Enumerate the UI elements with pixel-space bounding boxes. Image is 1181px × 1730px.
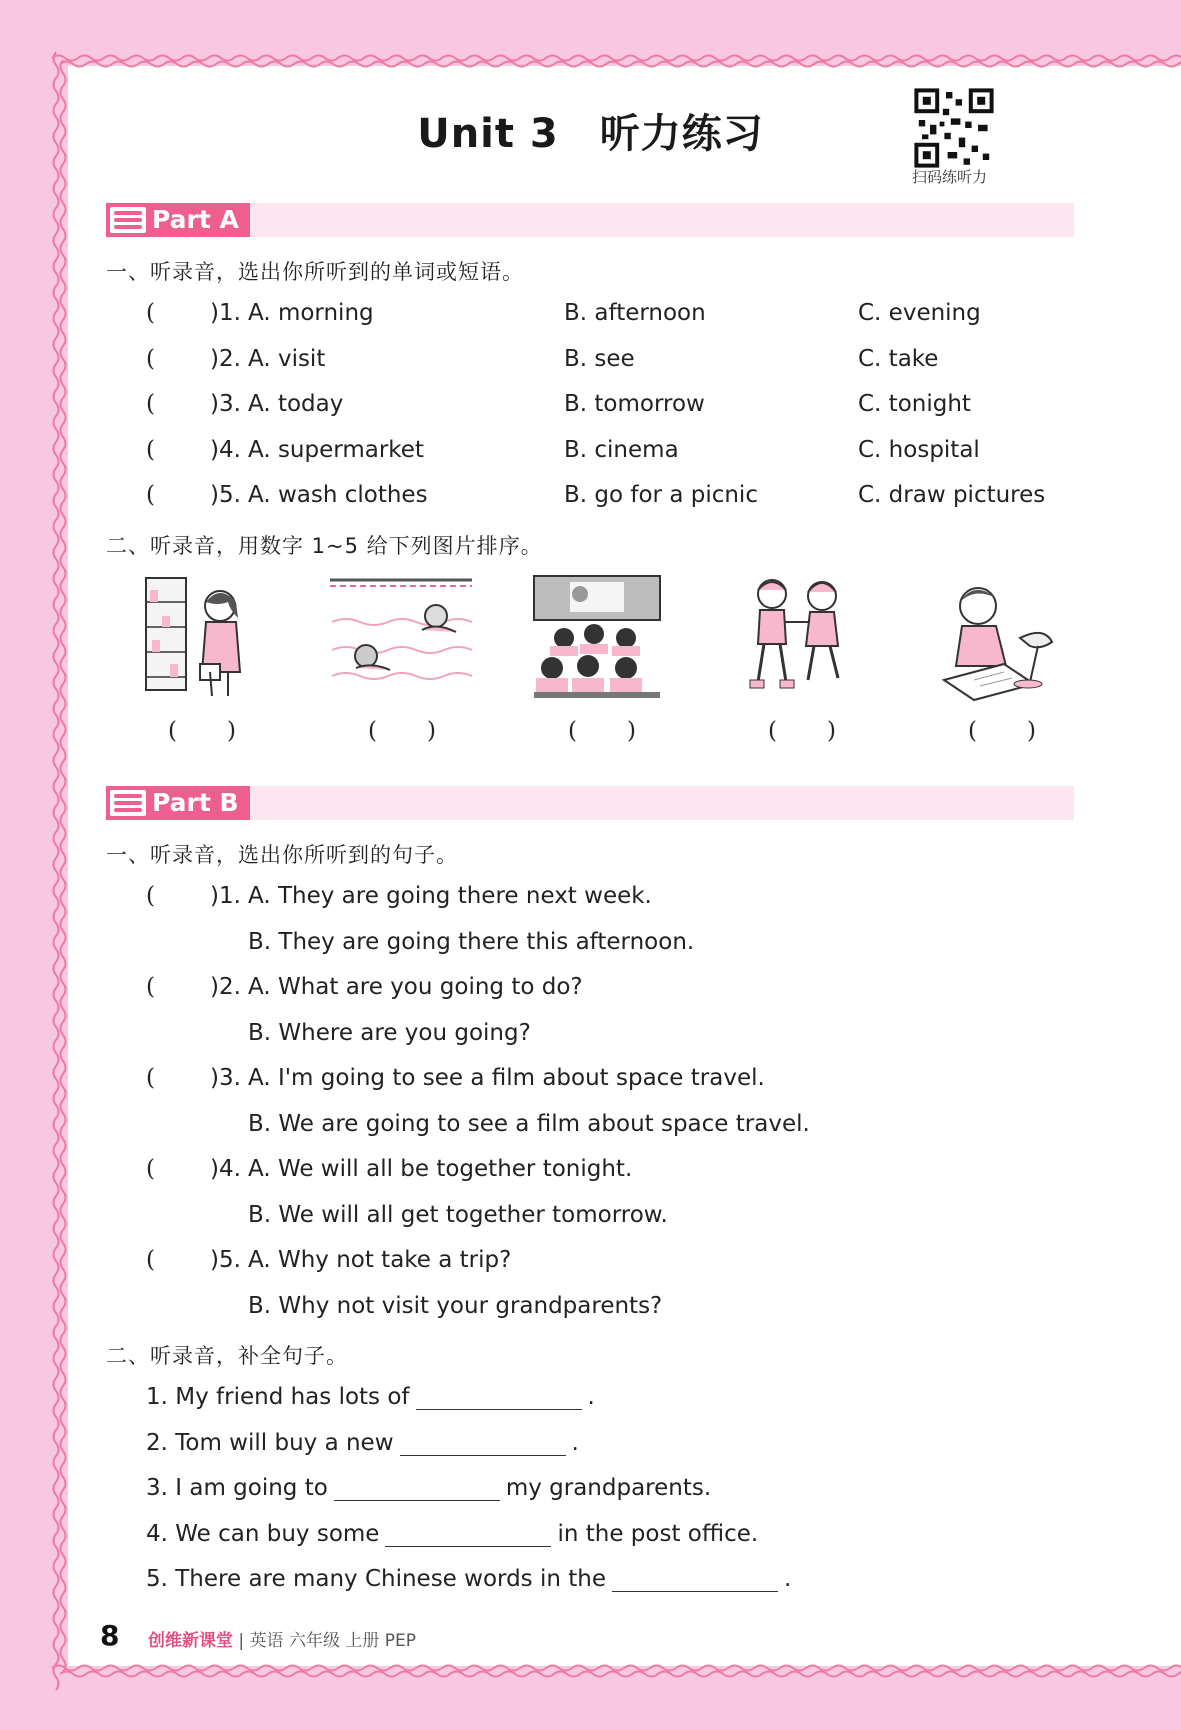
answer-paren-open: ( [146,1247,155,1273]
fill-sentence [146,1384,595,1410]
question-number: )3. [210,391,241,417]
answer-blank [416,1384,582,1410]
option-a: A. Why not take a trip? [248,1247,512,1273]
sentence-start: 1. My friend has lots of [146,1384,410,1410]
part-b-header [106,786,1074,820]
sentence-end: . [587,1384,595,1410]
answer-paren-open: ( [146,883,155,909]
option-b: B. tomorrow [564,391,705,417]
fill-sentence [146,1475,711,1501]
answer-paren-open: ( [146,391,155,417]
option-b: B. We are going to see a film about space travel. [248,1110,810,1137]
question-number: )4. [210,1156,241,1182]
sentence-end: in the post office. [557,1520,759,1547]
question-number: )4. [210,436,241,463]
option-a: A. They are going there next week. [248,883,652,909]
question-number: )1. [210,300,241,326]
option-a: A. What are you going to do? [248,974,583,1000]
option-a: A. morning [248,300,374,326]
option-c: C. draw pictures [858,482,1046,508]
wave-lines-icon [110,790,146,816]
option-a: A. wash clothes [248,482,428,508]
question-number: )1. [210,883,241,909]
sentence-start: 5. There are many Chinese words in the [146,1566,606,1592]
part-a-section2-heading: 二、听录音，用数字 1~5 给下列图片排序。 [106,534,543,558]
option-b: B. We will all get together tomorrow. [248,1201,668,1228]
footer-info: 英语 六年级 上册 PEP [249,1631,417,1651]
footer-brand: 创维新课堂 [148,1631,233,1651]
option-c: C. take [858,345,939,372]
sentence-start: 2. Tom will buy a new [146,1429,394,1456]
sentence-start: 4. We can buy some [146,1520,380,1547]
answer-paren-open: ( [146,1065,155,1091]
option-b: B. Where are you going? [248,1019,531,1046]
answer-blank [612,1566,778,1592]
question-number: )3. [210,1065,241,1091]
part-b-label: Part B [152,788,239,817]
page-title: Unit 3 听力练习 [417,111,764,157]
answer-paren-open: ( [146,974,155,1000]
part-a-section1-heading: 一、听录音，选出你所听到的单词或短语。 [106,260,524,284]
option-a: A. supermarket [248,436,424,463]
skating-picture [738,572,856,702]
answer-blank [334,1475,500,1501]
option-c: C. evening [858,300,981,326]
option-b: B. afternoon [564,300,706,326]
answer-blank [400,1430,566,1456]
picture-answer-paren: () [568,718,686,744]
option-b: B. see [564,345,635,372]
part-a-label: Part A [152,205,239,234]
option-b: B. go for a picnic [564,482,758,508]
page-number: 8 [100,1619,120,1652]
option-b: B. Why not visit your grandparents? [248,1292,663,1319]
boy-drawing-picture [934,572,1062,702]
answer-blank [385,1521,551,1547]
question-number: )2. [210,974,241,1000]
sentence-end: my grandparents. [505,1475,712,1501]
answer-paren-open: ( [146,300,155,326]
part-b-section2-heading: 二、听录音，补全句子。 [106,1344,348,1368]
part-b-section1-heading: 一、听录音，选出你所听到的句子。 [106,843,458,867]
sentence-start: 3. I am going to [146,1475,328,1501]
swimming-picture [326,572,476,702]
question-number: )5. [210,482,241,508]
picture-answer-paren: () [168,718,286,744]
footer-separator: | [238,1631,245,1651]
option-a: A. visit [248,345,326,372]
option-c: C. tonight [858,391,971,417]
answer-paren-open: ( [146,436,155,463]
option-a: A. We will all be together tonight. [248,1156,633,1182]
option-a: A. I'm going to see a film about space travel. [248,1065,765,1091]
option-b: B. cinema [564,436,679,463]
question-number: )5. [210,1247,241,1273]
wave-lines-icon [110,207,146,233]
answer-paren-open: ( [146,345,155,372]
option-a: A. today [248,391,344,417]
picture-answer-paren: () [768,718,886,744]
answer-paren-open: ( [146,1156,155,1182]
fill-sentence [146,1430,579,1456]
sentence-end: . [784,1566,792,1592]
option-c: C. hospital [858,436,980,463]
qr-caption: 扫码练听力 [912,168,988,186]
answer-paren-open: ( [146,482,155,508]
part-b-tab [106,786,250,820]
sentence-end: . [571,1429,579,1456]
cinema-picture [530,572,664,702]
fill-sentence [146,1521,758,1547]
part-a-header [106,203,1074,237]
fill-sentence [146,1566,791,1592]
part-a-tab [106,203,250,237]
qr-code-icon [914,88,994,168]
question-number: )2. [210,345,241,372]
picture-answer-paren: () [368,718,486,744]
footer-text [148,1626,416,1651]
picture-answer-paren: () [968,718,1086,744]
girl-shopping-picture [140,572,260,702]
option-b: B. They are going there this afternoon. [248,928,695,955]
